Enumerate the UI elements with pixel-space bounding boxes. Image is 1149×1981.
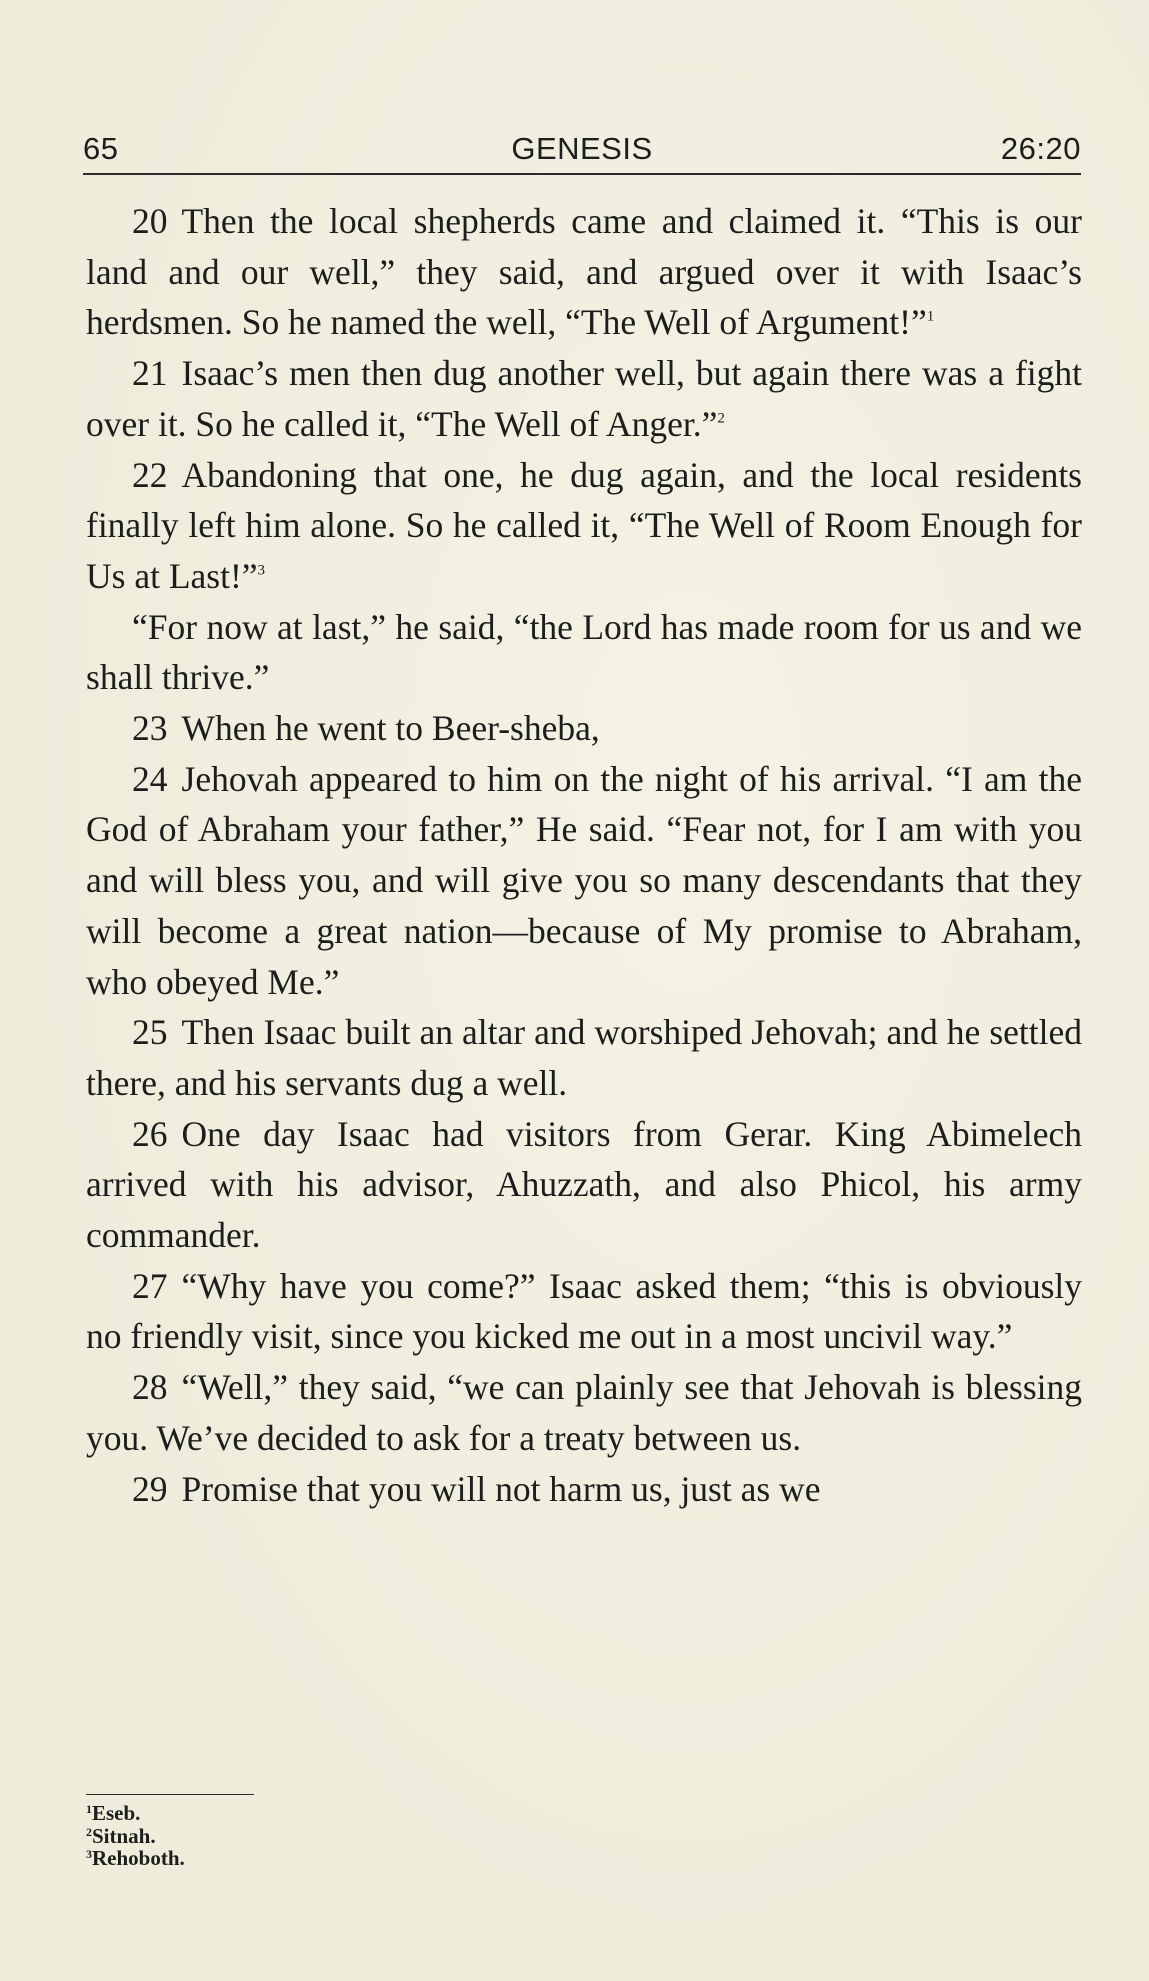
- footnote-mark: 3: [86, 1846, 92, 1861]
- verse-text: Isaac’s men then dug another well, but again there was a fight over it. So he called it, “The Well of Anger.”: [86, 353, 1082, 444]
- footnote-marker: 2: [717, 410, 725, 427]
- continuation-paragraph: [86, 602, 1082, 703]
- scripture-text: [86, 196, 1082, 1514]
- verse-paragraph: [86, 703, 1082, 754]
- verse-paragraph: [86, 1464, 1082, 1515]
- verse-text: Promise that you will not harm us, just as we: [181, 1468, 821, 1509]
- verse-number: 21: [132, 353, 168, 394]
- verse-paragraph: [86, 196, 1082, 348]
- footnote-text: Sitnah.: [92, 1823, 156, 1848]
- verse-number: 29: [132, 1468, 168, 1509]
- header-rule: [83, 173, 1081, 175]
- verse-number: 22: [132, 454, 168, 495]
- verse-text: “For now at last,” he said, “the Lord has made room for us and we shall thrive.”: [86, 606, 1082, 698]
- footnote-marker: 3: [257, 562, 266, 579]
- verse-number: 26: [132, 1113, 168, 1154]
- footnote-mark: 2: [86, 1824, 92, 1839]
- verse-text: Abandoning that one, he dug again, and the local residents finally left him alone. So he called it, “The Well of Room Enough for Us at Last!”: [86, 454, 1082, 596]
- footnote-rule: [86, 1794, 254, 1795]
- running-header: [83, 131, 1081, 171]
- verse-paragraph: [86, 348, 1082, 449]
- footnote: [86, 1802, 185, 1825]
- verse-text: Then the local shepherds came and claimed it. “This is our land and our well,” they said, and argued over it with Isaac’s herdsmen. So he named the well, “The Well of Argument!”: [86, 201, 1082, 343]
- footnote-mark: 1: [86, 1801, 92, 1816]
- verse-number: 20: [132, 201, 168, 241]
- verse-text: Then Isaac built an altar and worshiped Jehovah; and he settled there, and his servants dug a well.: [86, 1012, 1082, 1103]
- footnote-marker: 1: [926, 308, 935, 325]
- footnote: [86, 1847, 185, 1870]
- verse-number: 24: [132, 758, 168, 799]
- verse-text: Jehovah appeared to him on the night of his arrival. “I am the God of Abraham your father,” He said. “Fear not, for I am with you and will bless you, and will give you so many descendants that they will become a great nation—because of My promise to Abraham, who obeyed Me.”: [86, 758, 1082, 1002]
- verse-number: 25: [132, 1012, 168, 1053]
- verse-number: 28: [132, 1367, 168, 1408]
- verse-text: When he went to Beer-sheba,: [181, 708, 600, 749]
- page-number: 65: [83, 131, 119, 166]
- chapter-verse-reference: 26:20: [1000, 131, 1081, 166]
- footnote: [86, 1825, 185, 1848]
- book-title: GENESIS: [511, 131, 653, 166]
- verse-paragraph: [86, 1261, 1082, 1362]
- verse-paragraph: [86, 1007, 1082, 1108]
- verse-paragraph: [86, 754, 1082, 1008]
- verse-text: One day Isaac had visitors from Gerar. King Abimelech arrived with his advisor, Ahuzzath, and also Phicol, his army commander.: [86, 1113, 1082, 1256]
- verse-paragraph: [86, 1109, 1082, 1261]
- verse-text: “Why have you come?” Isaac asked them; “this is obviously no friendly visit, since you kicked me out in a most uncivil way.”: [86, 1265, 1082, 1357]
- verse-paragraph: [86, 450, 1082, 602]
- verse-text: “Well,” they said, “we can plainly see that Jehovah is blessing you. We’ve decided to ask for a treaty between us.: [86, 1367, 1082, 1458]
- verse-number: 27: [132, 1265, 168, 1306]
- verse-paragraph: [86, 1362, 1082, 1463]
- footnotes: [86, 1802, 185, 1870]
- footnote-text: Rehoboth.: [92, 1846, 185, 1870]
- footnote-text: Eseb.: [92, 1801, 141, 1825]
- verse-number: 23: [132, 708, 168, 749]
